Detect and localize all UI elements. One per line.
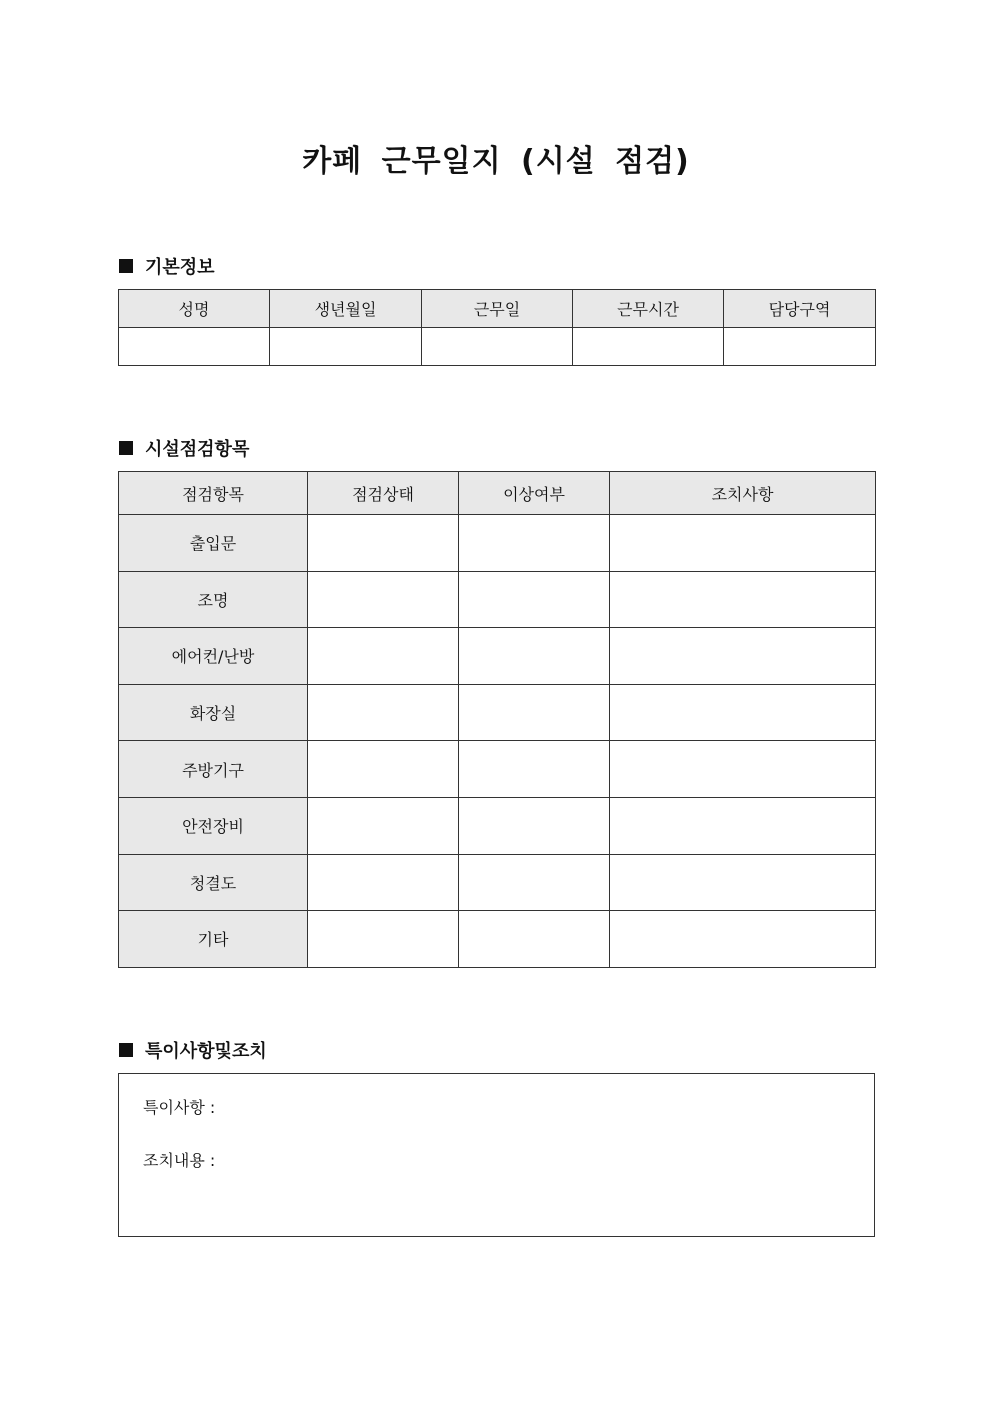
check-status-field[interactable] (308, 797, 459, 854)
column-header-action: 조치사항 (610, 472, 876, 515)
abnormality-field[interactable] (459, 854, 610, 911)
table-row (119, 741, 876, 798)
column-header-check-item: 점검항목 (119, 472, 308, 515)
action-field[interactable] (610, 628, 876, 685)
notes-box[interactable] (118, 1073, 875, 1237)
action-field[interactable] (610, 684, 876, 741)
check-status-field[interactable] (308, 571, 459, 628)
facility-check-table (118, 471, 876, 968)
check-status-field[interactable] (308, 628, 459, 685)
abnormality-field[interactable] (459, 741, 610, 798)
abnormality-field[interactable] (459, 628, 610, 685)
work-date-field[interactable] (422, 328, 573, 366)
birthdate-field[interactable] (270, 328, 422, 366)
basic-info-table (118, 289, 876, 366)
table-row (119, 911, 876, 968)
assigned-area-field[interactable] (724, 328, 876, 366)
section-heading-facility-check (119, 435, 249, 461)
action-field[interactable] (610, 911, 876, 968)
column-header-abnormality: 이상여부 (459, 472, 610, 515)
table-row (119, 854, 876, 911)
square-bullet-icon (119, 259, 133, 273)
check-item-label: 기타 (119, 911, 308, 968)
square-bullet-icon (119, 1043, 133, 1057)
check-item-label: 조명 (119, 571, 308, 628)
check-item-label: 화장실 (119, 684, 308, 741)
action-details-label: 조치내용 : (143, 1151, 216, 1170)
check-item-label: 에어컨/난방 (119, 628, 308, 685)
abnormality-field[interactable] (459, 571, 610, 628)
section-heading-notes (119, 1037, 267, 1063)
abnormality-field[interactable] (459, 684, 610, 741)
table-row (119, 628, 876, 685)
check-item-label: 안전장비 (119, 797, 308, 854)
column-header-assigned-area: 담당구역 (724, 290, 876, 328)
check-status-field[interactable] (308, 515, 459, 572)
check-item-label: 주방기구 (119, 741, 308, 798)
action-field[interactable] (610, 797, 876, 854)
action-field[interactable] (610, 515, 876, 572)
column-header-work-hours: 근무시간 (573, 290, 724, 328)
check-status-field[interactable] (308, 854, 459, 911)
square-bullet-icon (119, 441, 133, 455)
section-heading-label: 시설점검항목 (145, 439, 250, 460)
table-row (119, 515, 876, 572)
table-row (119, 328, 876, 366)
table-header-row (119, 472, 876, 515)
column-header-name: 성명 (119, 290, 270, 328)
column-header-check-status: 점검상태 (308, 472, 459, 515)
check-item-label: 청결도 (119, 854, 308, 911)
table-row (119, 684, 876, 741)
column-header-work-date: 근무일 (422, 290, 573, 328)
section-heading-basic-info (119, 253, 215, 279)
action-field[interactable] (610, 571, 876, 628)
section-heading-label: 특이사항및조치 (145, 1041, 267, 1062)
abnormality-field[interactable] (459, 797, 610, 854)
action-field[interactable] (610, 741, 876, 798)
check-status-field[interactable] (308, 911, 459, 968)
check-item-label: 출입문 (119, 515, 308, 572)
action-field[interactable] (610, 854, 876, 911)
page-title: 카페 근무일지 (시설 점검) (302, 144, 690, 179)
name-field[interactable] (119, 328, 270, 366)
check-status-field[interactable] (308, 684, 459, 741)
section-heading-label: 기본정보 (145, 257, 215, 278)
check-status-field[interactable] (308, 741, 459, 798)
work-hours-field[interactable] (573, 328, 724, 366)
abnormality-field[interactable] (459, 911, 610, 968)
table-header-row (119, 290, 876, 328)
abnormality-field[interactable] (459, 515, 610, 572)
table-row (119, 797, 876, 854)
special-notes-label: 특이사항 : (143, 1098, 216, 1117)
table-row (119, 571, 876, 628)
column-header-birthdate: 생년월일 (270, 290, 422, 328)
